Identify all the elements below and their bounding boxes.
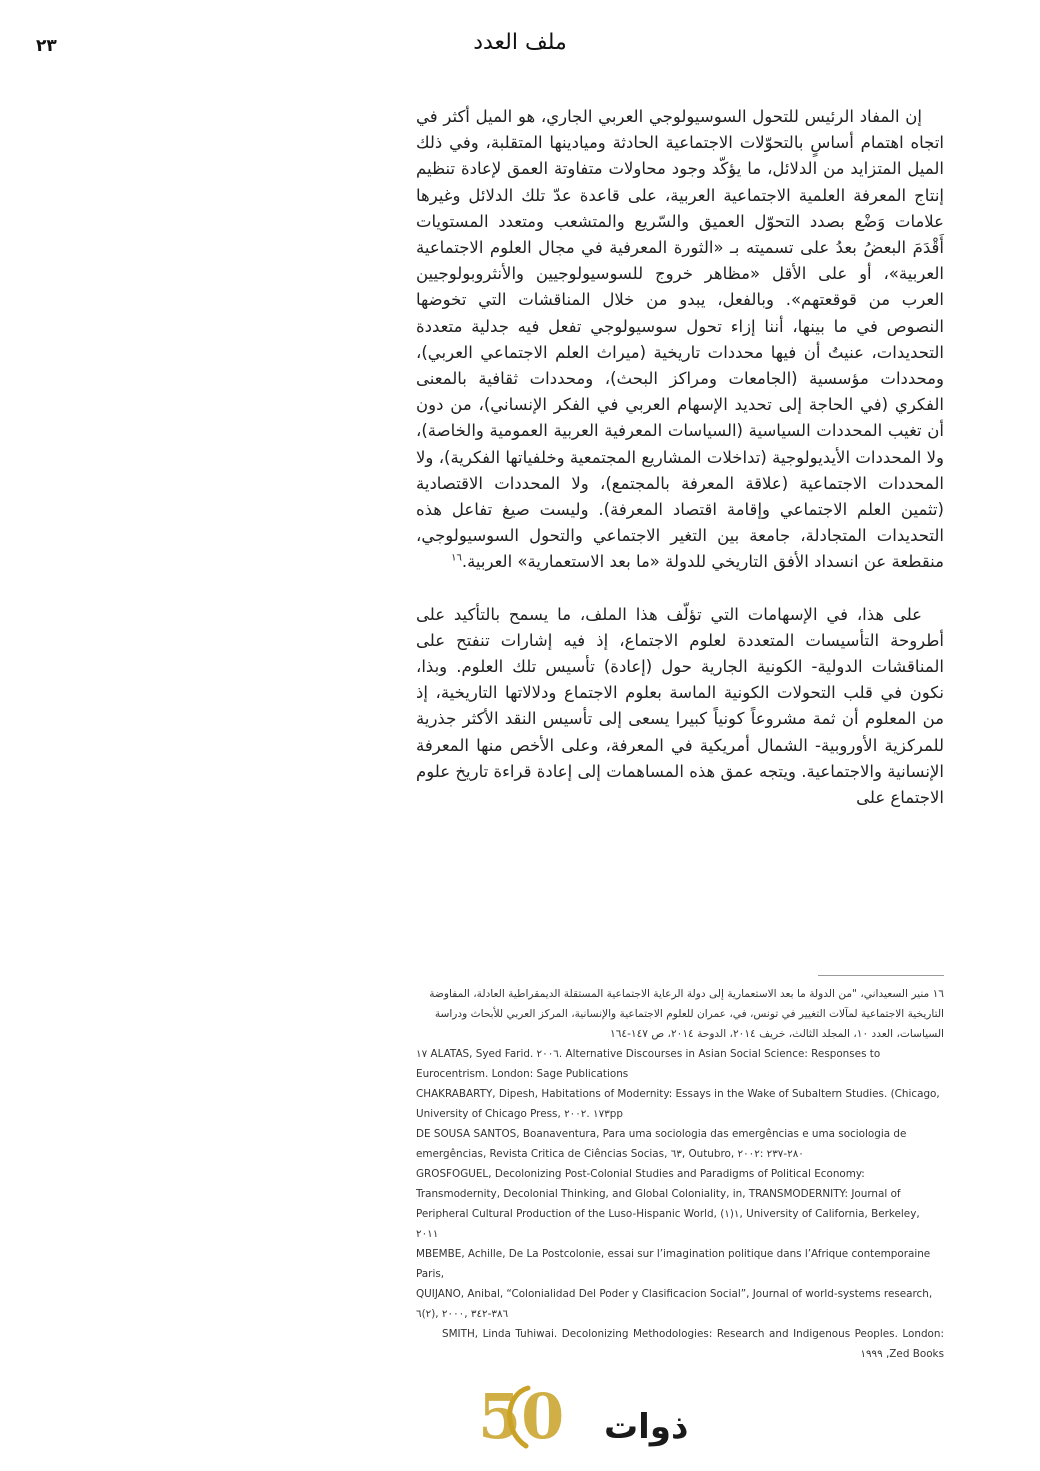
- paragraph: [416, 104, 944, 576]
- footnote: QUIJANO, Anibal, “Colonialidad Del Poder y Clasificacion Social”, Journal of world-systems research, ٣٨٦-٣٤٢ ,٢٠٠٠ ,(٢)٦: [416, 1288, 933, 1320]
- dhawat-logo: [476, 1380, 689, 1454]
- footnote-marker[interactable]: ١٦: [451, 552, 462, 564]
- footnote-divider: [818, 975, 944, 976]
- footnote: ١٧ ALATAS, Syed Farid. ٢٠٠٦. Alternative Discourses in Asian Social Science: Responses to Eurocentrism. London: Sage Publications: [416, 1048, 881, 1080]
- footnote: GROSFOGUEL, Decolonizing Post-Colonial Studies and Paradigms of Political Economy: Transmodernity, Decolonial Thinking, and Global Coloniality, in, TRANSMODERNITY: Journal of Peripheral Cultural Production of the Luso-Hispanic World, ١(١), University of California, Berkeley, ٢٠١١: [416, 1168, 920, 1240]
- footnote: CHAKRABARTY, Dipesh, Habitations of Modernity: Essays in the Wake of Subaltern Studies. (Chicago, University of Chicago Press, ١٧٣ .٢٠٠٢pp: [416, 1088, 940, 1120]
- logo-mark: [476, 1380, 689, 1454]
- paragraph: [416, 602, 944, 812]
- footnote: SMITH, Linda Tuhiwai. Decolonizing Methodologies: Research and Indigenous Peoples. London: ١٩٩٩ ,Zed Books: [442, 1328, 944, 1360]
- logo-wordmark: ذوات: [604, 1407, 689, 1447]
- article-body: [416, 104, 944, 811]
- paragraph-text: إن المفاد الرئيس للتحول السوسيولوجي العربي الجاري، هو الميل أكثر في اتجاه اهتمام أساسٍ بالتحوّلات الاجتماعية الحادثة وميادينها المتقلبة، وفي ذلك الميل المتزايد من الدلائل، ما يؤكّد وجود محاولات متفاوتة العمق لإعادة تنظيم إنتاج المعرفة العلمية الاجتماعية العربية، على قاعدة عدّ تلك الدلائل وغيرها علامات وَضْع بصدد التحوّل العميق والسّريع والمتشعب ومتعدد المستويات أَقْدَمَ البعضُ بعدُ على تسميته بـ «الثورة المعرفية في مجال العلوم الاجتماعية العربية»، أو على الأقل «مظاهر خروج للسوسيولوجيين والأنثروبولوجيين العرب من قوقعتهم». وبالفعل، يبدو من خلال المناقشات التي تخوضها النصوص في ما بينها، أننا إزاء تحول سوسيولوجي تفعل فيه جدلية متعددة التحديدات، عنيتُ أن فيها محددات تاريخية (ميراث العلم الاجتماعي العربي)، ومحددات مؤسسية (الجامعات ومراكز البحث)، ومحددات ثقافية بالمعنى الفكري (في الحاجة إلى تحديد الإسهام العربي في الفكر الإنساني)، من دون أن تغيب المحددات السياسية (السياسات المعرفية العربية العمومية والخاصة)، ولا المحددات الأيديولوجية (تداخلات المشاريع المجتمعية وخلفياتها الفكرية)، ولا المحددات الاجتماعية (علاقة المعرفة بالمجتمع)، ولا المحددات الاقتصادية (تثمين العلم الاجتماعي وإقامة اقتصاد المعرفة). وليست صيغ تفاعل هذه التحديدات المتجادلة، جامعة بين التغير الاجتماعي والتحول السوسيولوجي، منقطعة عن انسداد الأفق التاريخي للدولة «ما بعد الاستعمارية» العربية.: [416, 107, 944, 572]
- logo-number: 50: [478, 1380, 565, 1453]
- footnote: MBEMBE, Achille, De La Postcolonie, essai sur l’imagination politique dans l’Afrique contemporaine Paris,: [416, 1248, 931, 1280]
- page-number: ٢٣: [36, 36, 57, 56]
- paragraph-text: على هذا، في الإسهامات التي تؤلّف هذا الملف، ما يسمح بالتأكيد على أطروحة التأسيسات المتعددة لعلوم الاجتماع، إذ فيه إشارات تنفتح على المناقشات الدولية- الكونية الجارية حول (إعادة) تأسيس تلك العلوم. وبذا، نكون في قلب التحولات الكونية الماسة بعلوم الاجتماع ودلالاتها التاريخية، إذ من المعلوم أن ثمة مشروعاً كونياً كبيرا يسعى إلى تأسيس النقد الأكثر جذرية للمركزية الأوروبية- الشمال أمريكية في المعرفة، وعلى الأخص منها المعرفة الإنسانية والاجتماعية. ويتجه عمق هذه المساهمات إلى إعادة قراءة تاريخ علوم الاجتماع على: [416, 604, 944, 808]
- footnotes: [416, 984, 944, 1364]
- section-title: ملف العدد: [473, 30, 567, 55]
- footnote: DE SOUSA SANTOS, Boanaventura, Para uma sociologia das emergências e uma sociologia de emergências, Revista Critica de Ciências Socias, ٦٣, Outubro, ٢٨٠-٢٣٧ :٢٠٠٢: [416, 1128, 907, 1160]
- footnote: ١٦ منير السعيداني، "من الدولة ما بعد الاستعمارية إلى دولة الرعاية الاجتماعية المستقلة الديمقراطية العادلة، المفاوضة التاريخية الاجتماعية لمآلات التغيير في تونس، في، عمران للعلوم الاجتماعية والإنسانية، المركز العربي للأبحاث ودراسة السياسات، العدد ١٠، المجلد الثالث، خريف ٢٠١٤، الدوحة ٢٠١٤، ص ١٤٧-١٦٤: [429, 988, 944, 1040]
